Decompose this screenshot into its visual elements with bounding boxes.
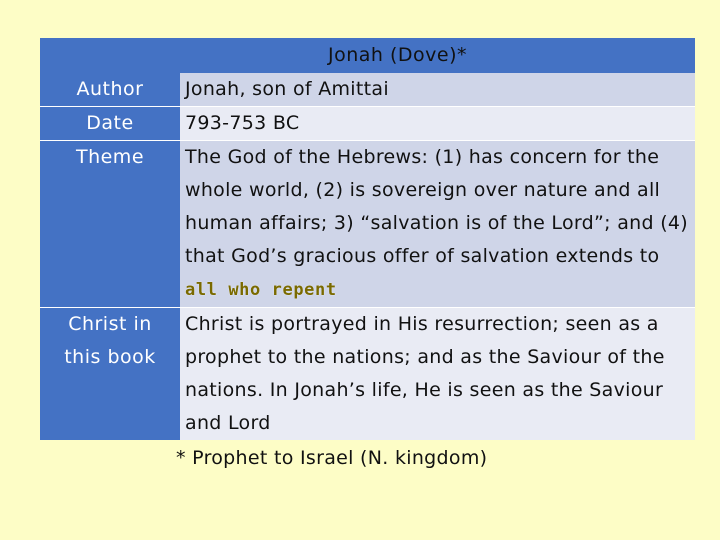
table-row-christ bbox=[40, 308, 695, 441]
row-label-christ-line2: this book bbox=[64, 346, 156, 368]
row-label-christ bbox=[40, 308, 180, 441]
table-row-date bbox=[40, 107, 695, 141]
row-label-christ-line1: Christ in bbox=[68, 313, 152, 335]
theme-highlight-text: all who repent bbox=[185, 280, 337, 300]
table-title: Jonah (Dove)* bbox=[327, 44, 467, 66]
row-label-theme: Theme bbox=[40, 141, 180, 308]
row-value-date: 793-753 BC bbox=[180, 107, 695, 141]
footnote: * Prophet to Israel (N. kingdom) bbox=[176, 447, 488, 469]
row-value-author: Jonah, son of Amittai bbox=[180, 73, 695, 107]
row-value-christ: Christ is portrayed in His resurrection; seen as a prophet to the nations; and as the Saviour of the nations. In Jonah’s life, He is seen as the Saviour and Lord bbox=[180, 308, 695, 441]
table-row-author bbox=[40, 73, 695, 107]
row-label-author: Author bbox=[40, 73, 180, 107]
table-title-cell bbox=[40, 38, 695, 73]
theme-text: The God of the Hebrews: (1) has concern for the whole world, (2) is sovereign over nature and all human affairs; 3) “salvation is of the Lord”; and (4) that God’s gracious offer of salvation extends to bbox=[185, 146, 689, 267]
book-summary-table bbox=[40, 38, 695, 440]
row-value-theme bbox=[180, 141, 695, 308]
row-label-date: Date bbox=[40, 107, 180, 141]
table-header-row bbox=[40, 38, 695, 73]
table-row-theme bbox=[40, 141, 695, 308]
